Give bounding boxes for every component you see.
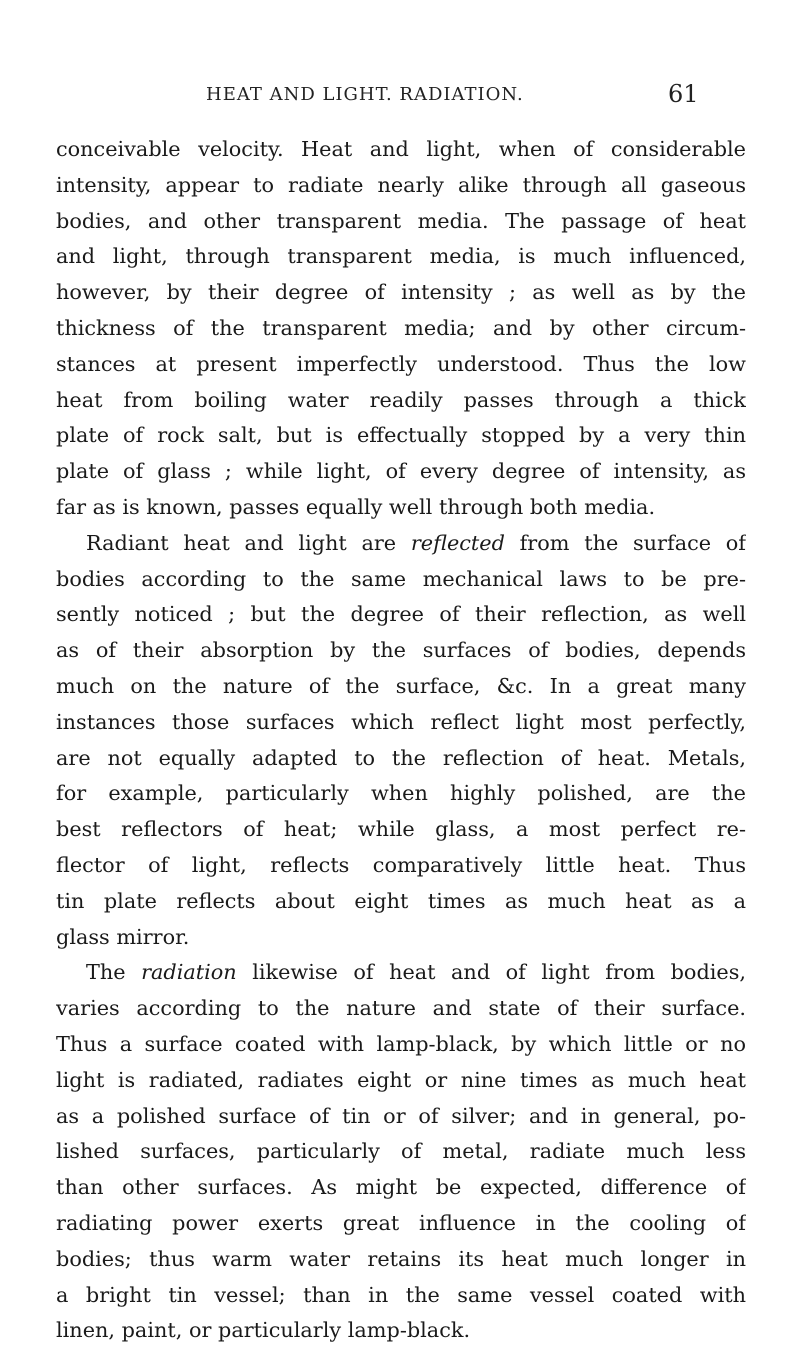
text-run: The: [86, 960, 142, 985]
text-line: are not equally adapted to the reflection of heat. Metals,: [56, 745, 746, 770]
text-line: bodies; thus warm water retains its heat much longer in: [56, 1246, 746, 1271]
text-line: best reflectors of heat; while glass, a most perfect re-: [56, 817, 746, 842]
text-run: from the surface of: [504, 530, 746, 555]
text-line: flector of light, reflects comparatively little heat. Thus: [56, 852, 746, 877]
text-line: for example, particularly when highly polished, are the: [56, 781, 746, 806]
text-line: intensity, appear to radiate nearly alike through all gaseous: [56, 172, 746, 197]
text-line: light is radiated, radiates eight or nine times as much heat: [56, 1067, 746, 1092]
text-line: bodies according to the same mechanical laws to be pre-: [56, 566, 746, 591]
text-line: thickness of the transparent media; and by other circum-: [56, 315, 746, 340]
text-line: far as is known, passes equally well through both media.: [56, 494, 656, 519]
text-line: and light, through transparent media, is much influenced,: [56, 244, 746, 269]
page-number: 61: [668, 80, 699, 108]
text-line: radiating power exerts great influence in the cooling of: [56, 1210, 746, 1235]
text-line: plate of glass ; while light, of every degree of intensity, as: [56, 459, 746, 484]
text-line: bodies, and other transparent media. The passage of heat: [56, 208, 746, 233]
text-run: Radiant heat and light are: [86, 530, 411, 555]
italic-term: radiation: [141, 960, 237, 985]
text-line: as a polished surface of tin or of silver; and in general, po-: [56, 1103, 746, 1128]
running-title: HEAT AND LIGHT. RADIATION.: [206, 84, 524, 105]
text-line: as of their absorption by the surfaces of bodies, depends: [56, 638, 746, 663]
text-line: instances those surfaces which reflect light most perfectly,: [56, 709, 746, 734]
text-line: Thus a surface coated with lamp-black, by which little or no: [56, 1031, 746, 1056]
text-line: heat from boiling water readily passes through a thick: [56, 387, 746, 412]
text-line: a bright tin vessel; than in the same vessel coated with: [56, 1282, 746, 1307]
text-line: tin plate reflects about eight times as much heat as a: [56, 888, 746, 913]
text-line: than other surfaces. As might be expected, difference of: [56, 1175, 746, 1200]
italic-term: reflected: [410, 530, 505, 555]
text-line: varies according to the nature and state of their surface.: [56, 996, 746, 1021]
text-line: plate of rock salt, but is effectually stopped by a very thin: [56, 423, 746, 448]
body-text: [56, 132, 746, 1349]
text-line: sently noticed ; but the degree of their reflection, as well: [56, 602, 746, 627]
text-line: stances at present imperfectly understood. Thus the low: [56, 351, 746, 376]
running-head: [0, 80, 800, 114]
text-line: however, by their degree of intensity ; as well as by the: [56, 280, 746, 305]
text-line: lished surfaces, particularly of metal, radiate much less: [56, 1139, 746, 1164]
text-line: linen, paint, or particularly lamp-black.: [56, 1318, 471, 1343]
text-run: likewise of heat and of light from bodies,: [236, 960, 746, 985]
text-line: much on the nature of the surface, &c. In a great many: [56, 673, 746, 698]
paragraph-first-line: [56, 526, 746, 562]
text-line: glass mirror.: [56, 924, 190, 949]
text-line: conceivable velocity. Heat and light, when of considerable: [56, 137, 746, 161]
paragraph-first-line: [56, 955, 746, 991]
